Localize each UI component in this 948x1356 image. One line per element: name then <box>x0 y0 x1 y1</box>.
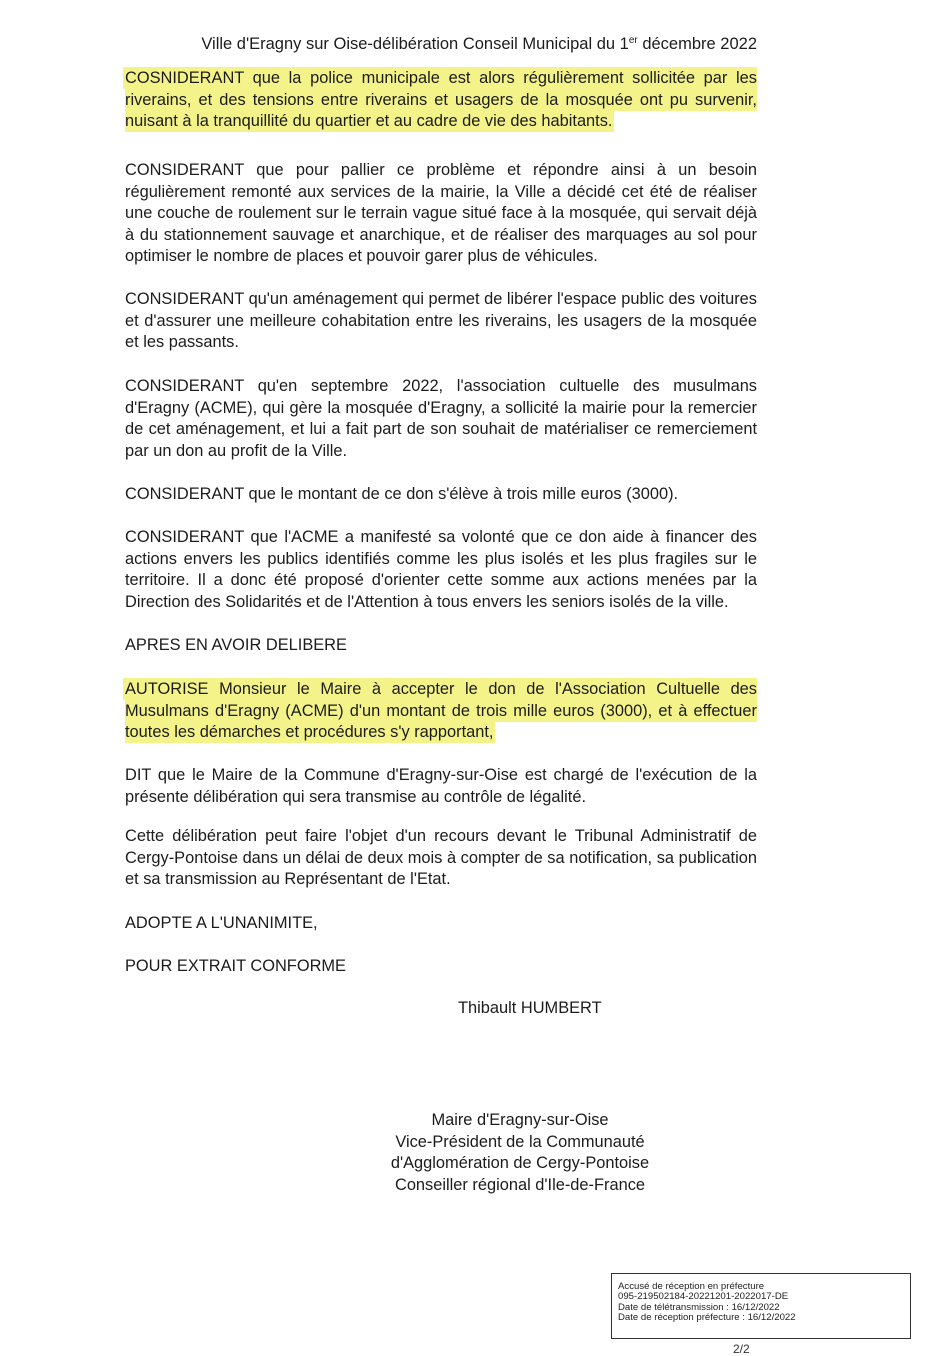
paragraph-considerant-parking: CONSIDERANT que pour pallier ce problème et répondre ainsi à un besoin régulièrement remonté aux services de la mairie, la Ville a décidé cet été de réaliser une couche de roulement sur le terrain vague situé face à la mosquée, qui servait déjà à du stationnement sauvage et anarchique, et de réaliser des marquages au sol pour optimiser le nombre de places et pouvoir garer plus de véhicules. <box>125 161 757 266</box>
stamp-line: 095-219502184-20221201-2022017-DE <box>618 1291 789 1303</box>
signer-name: Thibault HUMBERT <box>458 999 602 1017</box>
signer-title-line: d'Agglomération de Cergy-Pontoise <box>390 1154 650 1173</box>
extrait-conforme: POUR EXTRAIT CONFORME <box>125 957 346 975</box>
paragraph-considerant-police <box>125 68 757 133</box>
paragraph-autorise <box>125 679 757 744</box>
page-number: 2/2 <box>733 1342 750 1356</box>
stamp-line: Date de télétransmission : 16/12/2022 <box>618 1301 780 1313</box>
paragraph-considerant-amenagement: CONSIDERANT qu'un aménagement qui permet de libérer l'espace public des voitures et d'assurer une meilleure cohabitation entre les riverains, les usagers de la mosquée et les passants. <box>125 290 757 352</box>
apres-deliberation: APRES EN AVOIR DELIBERE <box>125 636 347 654</box>
signer-title-line: Vice-Président de la Communauté <box>395 1132 645 1151</box>
stamp-line: Accusé de réception en préfecture <box>618 1281 765 1292</box>
adopte-unanimite: ADOPTE A L'UNANIMITE, <box>125 914 318 932</box>
prefecture-receipt-stamp <box>611 1273 911 1339</box>
paragraph-considerant-acme: CONSIDERANT qu'en septembre 2022, l'association cultuelle des musulmans d'Eragny (ACME), qui gère la mosquée d'Eragny, a sollicité la mairie pour la remercier de cet aménagement, et lui a fait part de son souhait de matérialiser ce remerciement par un don au profit de la Ville. <box>125 377 757 460</box>
highlight-mark: COSNIDERANT que la police municipale est alors régulièrement sollicitée par les riverains, et des tensions entre riverains et usagers de la mosquée ont pu survenir, nuisant à la tranquillité du quartier et au cadre de vie des habitants. <box>125 69 757 131</box>
stamp-line: Date de réception préfecture : 16/12/2022 <box>618 1312 796 1324</box>
paragraph-recours: Cette délibération peut faire l'objet d'un recours devant le Tribunal Administratif de Cergy-Pontoise dans un délai de deux mois à compter de sa notification, sa publication et sa transmission au Représentant de l'Etat. <box>125 827 757 889</box>
paragraph-considerant-solidarites: CONSIDERANT que l'ACME a manifesté sa volonté que ce don aide à financer des actions envers les publics identifiés comme les plus isolés et les plus fragiles sur le territoire. Il a donc été proposé d'orienter cette somme aux actions menées par la Direction des Solidarités et de l'Attention à tous envers les seniors isolés de la ville. <box>125 528 757 611</box>
paragraph-considerant-montant: CONSIDERANT que le montant de ce don s'élève à trois mille euros (3000). <box>125 485 679 503</box>
signer-title-line: Maire d'Eragny-sur-Oise <box>431 1111 609 1129</box>
signer-titles <box>360 1110 680 1196</box>
paragraph-dit: DIT que le Maire de la Commune d'Eragny-sur-Oise est chargé de l'exécution de la présente délibération qui sera transmise au contrôle de légalité. <box>125 766 757 806</box>
page-header: Ville d'Eragny sur Oise-délibération Conseil Municipal du 1er décembre 2022 <box>201 35 757 53</box>
signer-title-line: Conseiller régional d'Ile-de-France <box>394 1175 646 1194</box>
highlight-mark: AUTORISE Monsieur le Maire à accepter le don de l'Association Cultuelle des Musulmans d'Eragny (ACME) d'un montant de trois mille euros (3000), et à effectuer toutes les démarches et procédures s'y rapportant, <box>125 680 757 742</box>
